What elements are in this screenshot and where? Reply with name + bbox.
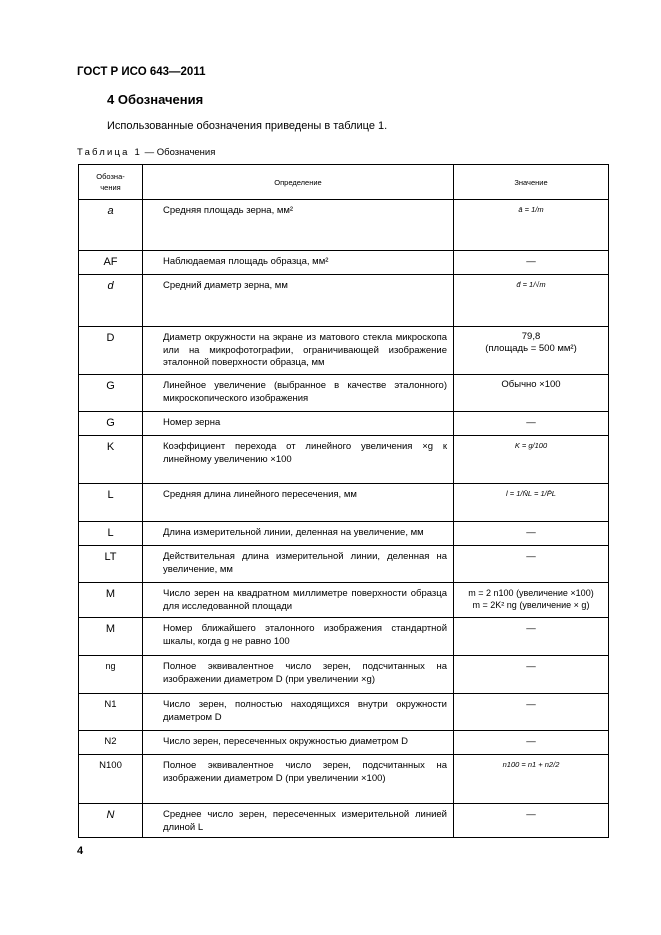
symbol-cell: N100 xyxy=(79,755,143,804)
formula: d̄ = 1/√m xyxy=(516,280,546,289)
table-row xyxy=(79,275,609,327)
value-cell xyxy=(454,583,609,618)
table-row xyxy=(79,522,609,546)
symbol-cell: N1 xyxy=(79,694,143,731)
table-row xyxy=(79,327,609,375)
symbol-cell: AF xyxy=(79,251,143,275)
header-symbol-line2: чения xyxy=(100,183,121,192)
symbol-cell: L xyxy=(79,484,143,522)
intro-paragraph: Использованные обозначения приведены в таблице 1. xyxy=(107,120,388,132)
table-row xyxy=(79,656,609,694)
dash: — xyxy=(526,417,536,428)
dash: — xyxy=(526,699,536,710)
value-cell xyxy=(454,327,609,375)
value-line: 79,8 xyxy=(521,331,541,342)
symbol-cell: a xyxy=(79,200,143,251)
dash: — xyxy=(526,736,536,747)
symbol-cell: G xyxy=(79,375,143,412)
symbol-cell: M xyxy=(79,583,143,618)
table-row xyxy=(79,804,609,838)
definition-cell: Коэффициент перехода от линейного увеличения ×g к линейному увеличению ×100 xyxy=(143,436,454,484)
table-row xyxy=(79,436,609,484)
value-cell xyxy=(454,804,609,838)
value-line: (площадь = 500 мм²) xyxy=(485,343,577,354)
symbol-cell: M xyxy=(79,618,143,656)
value-cell xyxy=(454,251,609,275)
dash: — xyxy=(526,527,536,538)
document-header: ГОСТ Р ИСО 643—2011 xyxy=(77,66,206,78)
table-header-row xyxy=(79,165,609,200)
symbol-cell: L xyxy=(79,522,143,546)
value-cell xyxy=(454,546,609,583)
value-cell xyxy=(454,484,609,522)
dash: — xyxy=(526,551,536,562)
definition-cell: Диаметр окружности на экране из матового стекла микроскопа или на микрофотографии, ограничивающей изображение эталонной поверхности образца, мм xyxy=(143,327,454,375)
definition-cell: Действительная длина измерительной линии, деленная на увеличение, мм xyxy=(143,546,454,583)
definition-cell: Средняя длина линейного пересечения, мм xyxy=(143,484,454,522)
table-row xyxy=(79,731,609,755)
caption-label: Таблица 1 xyxy=(77,147,142,158)
definition-cell: Линейное увеличение (выбранное в качестве эталонного) микроскопического изображения xyxy=(143,375,454,412)
symbol-cell: ng xyxy=(79,656,143,694)
definition-cell: Число зерен, пересеченных окружностью диаметром D xyxy=(143,731,454,755)
page-number: 4 xyxy=(77,845,84,857)
definition-cell: Полное эквивалентное число зерен, подсчитанных на изображении диаметром D (при увеличении ×100) xyxy=(143,755,454,804)
value-line: m = 2K² ng (увеличение × g) xyxy=(472,600,590,610)
dash: — xyxy=(526,623,536,634)
header-symbol-line1: Обозна- xyxy=(96,172,125,181)
definition-cell: Среднее число зерен, пересеченных измерительной линией длиной L xyxy=(143,804,454,838)
value-cell: Обычно ×100 xyxy=(454,375,609,412)
table-row xyxy=(79,412,609,436)
definition-cell: Номер зерна xyxy=(143,412,454,436)
definition-cell: Средняя площадь зерна, мм² xyxy=(143,200,454,251)
value-cell xyxy=(454,275,609,327)
symbol-cell: d xyxy=(79,275,143,327)
table-row xyxy=(79,484,609,522)
definition-cell: Средний диаметр зерна, мм xyxy=(143,275,454,327)
table-row xyxy=(79,583,609,618)
table-row xyxy=(79,755,609,804)
header-symbol xyxy=(79,165,143,200)
value-cell xyxy=(454,412,609,436)
value-cell xyxy=(454,656,609,694)
header-value: Значение xyxy=(454,165,609,200)
value-cell xyxy=(454,436,609,484)
value-cell xyxy=(454,694,609,731)
table-caption xyxy=(77,147,215,158)
formula: ā = 1/m xyxy=(518,205,544,214)
value-cell xyxy=(454,200,609,251)
dash: — xyxy=(526,661,536,672)
symbol-cell: D xyxy=(79,327,143,375)
table-row xyxy=(79,200,609,251)
dash: — xyxy=(526,256,536,267)
symbol-cell: K xyxy=(79,436,143,484)
symbol-cell: G xyxy=(79,412,143,436)
definition-cell: Наблюдаемая площадь образца, мм² xyxy=(143,251,454,275)
section-title: 4 Обозначения xyxy=(107,92,204,107)
definition-cell: Длина измерительной линии, деленная на увеличение, мм xyxy=(143,522,454,546)
table-row xyxy=(79,546,609,583)
value-cell xyxy=(454,618,609,656)
caption-text: — Обозначения xyxy=(141,147,216,158)
definition-cell: Число зерен, полностью находящихся внутри окружности диаметром D xyxy=(143,694,454,731)
symbol-cell: N xyxy=(79,804,143,838)
symbol-cell: N2 xyxy=(79,731,143,755)
definition-cell: Число зерен на квадратном миллиметре поверхности образца для исследованной площади xyxy=(143,583,454,618)
definition-cell: Номер ближайшего эталонного изображения стандартной шкалы, когда g не равно 100 xyxy=(143,618,454,656)
value-line: m = 2 n100 (увеличение ×100) xyxy=(468,588,594,598)
value-cell xyxy=(454,522,609,546)
table-row xyxy=(79,618,609,656)
table-row xyxy=(79,251,609,275)
formula: n100 = n1 + n2/2 xyxy=(502,760,560,769)
dash: — xyxy=(526,809,536,820)
definition-cell: Полное эквивалентное число зерен, подсчитанных на изображении диаметром D (при увеличении ×g) xyxy=(143,656,454,694)
table-row xyxy=(79,375,609,412)
header-definition: Определение xyxy=(143,165,454,200)
formula: K = g/100 xyxy=(514,441,548,450)
symbols-table xyxy=(78,164,609,838)
symbol-cell: LT xyxy=(79,546,143,583)
value-cell xyxy=(454,755,609,804)
value-cell xyxy=(454,731,609,755)
formula: l = 1/N̄L = 1/P̄L xyxy=(506,489,556,498)
table-row xyxy=(79,694,609,731)
